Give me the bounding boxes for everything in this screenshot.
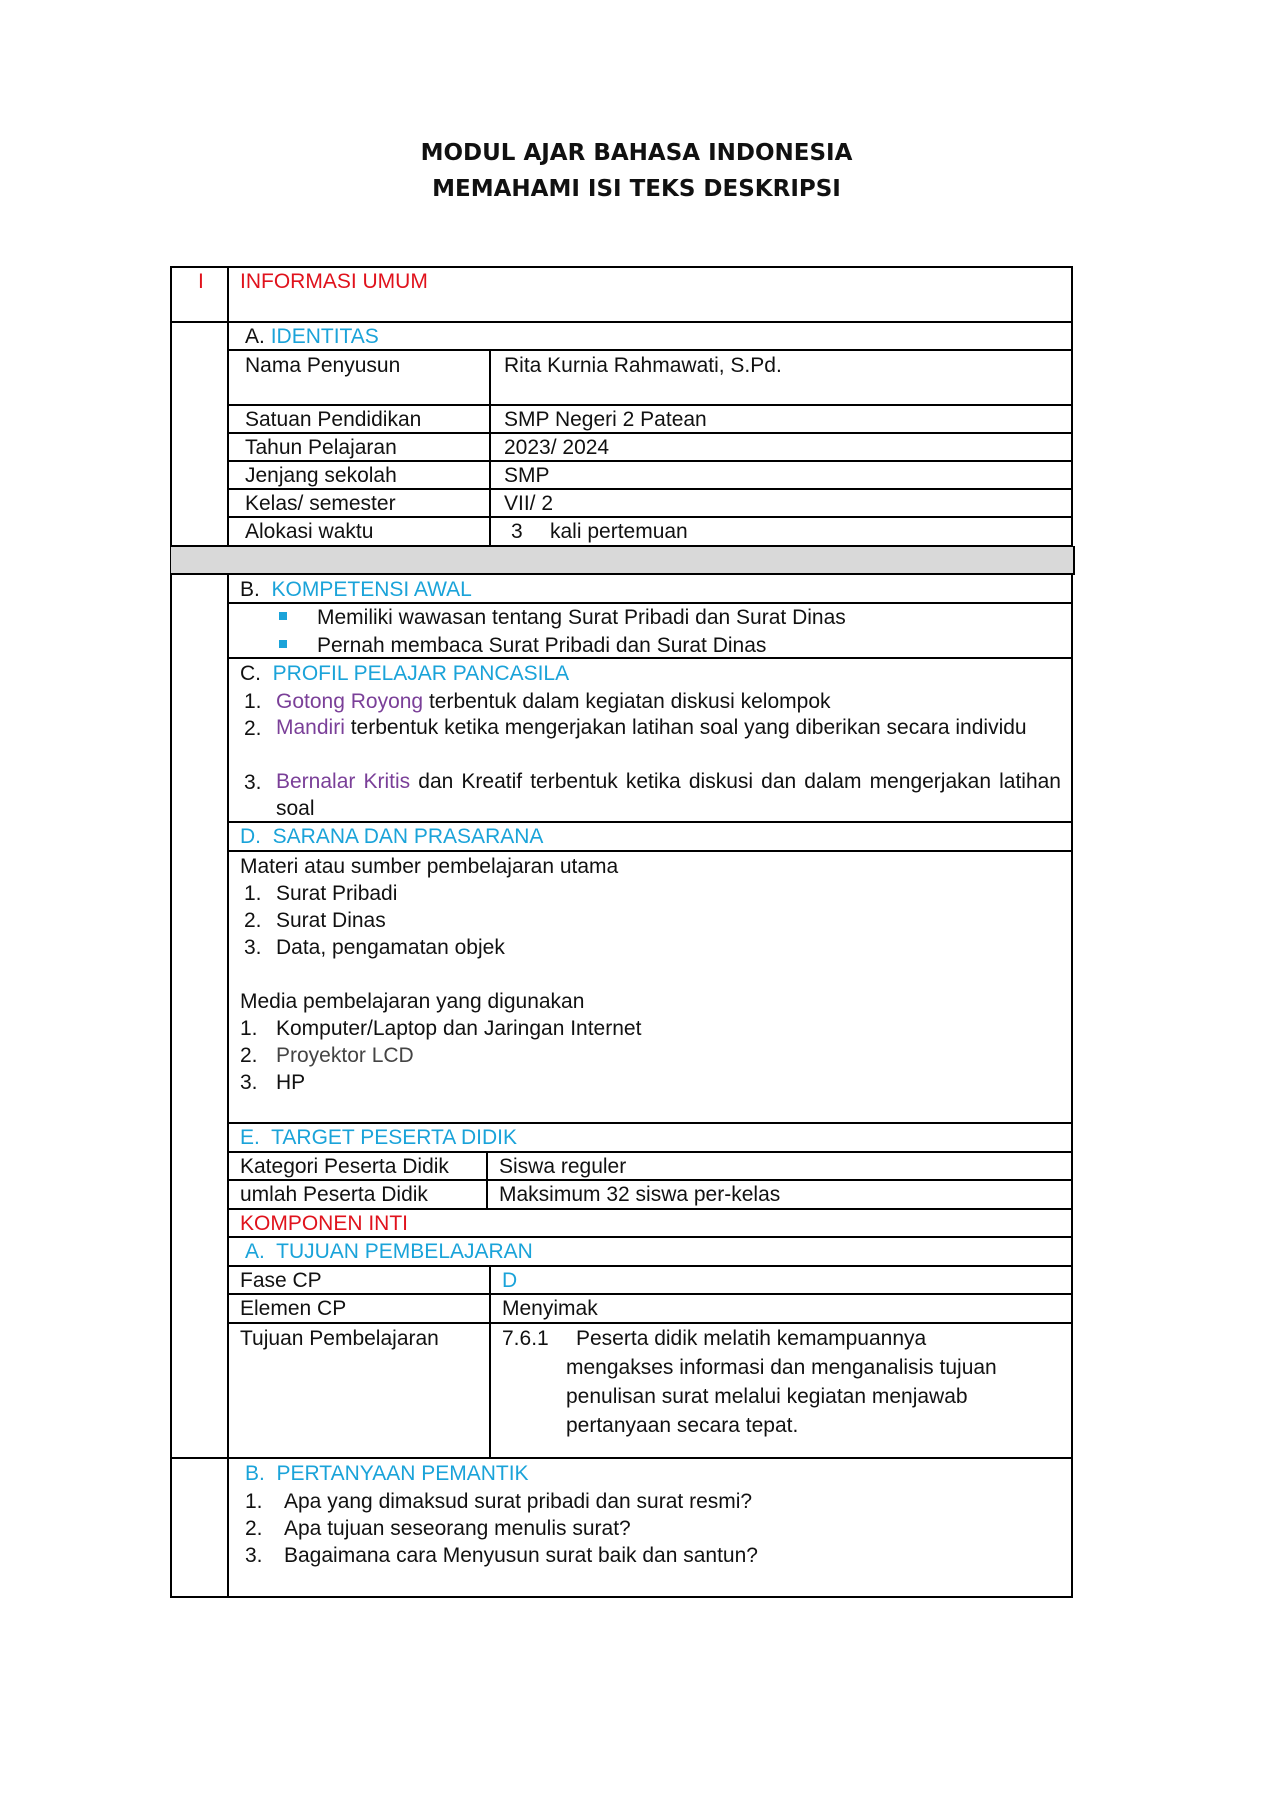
value-jumlah-peserta: Maksimum 32 siswa per-kelas [499,1183,781,1206]
pemantik-item: Bagaimana cara Menyusun surat baik dan santun? [284,1544,758,1567]
bullet-icon [279,612,287,620]
label-alokasi-waktu: Alokasi waktu [245,520,374,543]
target-heading: E. TARGET PESERTA DIDIK [240,1126,517,1149]
value-nama-penyusun: Rita Kurnia Rahmawati, S.Pd. [504,354,782,377]
media-number: 3. [240,1071,258,1094]
materi-title: Materi atau sumber pembelajaran utama [240,855,619,878]
kompetensi-item: Pernah membaca Surat Pribadi dan Surat Dinas [317,634,767,657]
value-tahun-pelajaran: 2023/ 2024 [504,436,610,459]
value-jenjang-sekolah: SMP [504,464,550,487]
label-jenjang-sekolah: Jenjang sekolah [245,464,397,487]
document-subtitle: MEMAHAMI ISI TEKS DESKRIPSI [432,176,841,202]
pemantik-number: 1. [245,1490,263,1513]
profil-item-number: 1. [244,690,262,713]
label-kelas-semester: Kelas/ semester [245,492,396,515]
value-kategori-peserta: Siswa reguler [499,1155,627,1178]
section-heading-informasi-umum: INFORMASI UMUM [240,270,428,293]
label-tahun-pelajaran: Tahun Pelajaran [245,436,397,459]
materi-number: 1. [244,882,262,905]
kompetensi-heading: B. KOMPETENSI AWAL [240,578,472,601]
profil-item-number: 3. [244,771,262,794]
materi-number: 2. [244,909,262,932]
label-elemen-cp: Elemen CP [240,1297,347,1320]
value-satuan-pendidikan: SMP Negeri 2 Patean [504,408,707,431]
tp-text-line: pertanyaan secara tepat. [566,1414,799,1437]
profil-item: Mandiri terbentuk ketika mengerjakan latihan soal yang diberikan secara individu [276,716,1027,739]
pemantik-item: Apa yang dimaksud surat pribadi dan surat resmi? [284,1490,753,1513]
label-nama-penyusun: Nama Penyusun [245,354,401,377]
value-elemen-cp: Menyimak [502,1297,598,1320]
pemantik-number: 2. [245,1517,263,1540]
media-number: 2. [240,1044,258,1067]
profil-item: Bernalar Kritis dan Kreatif terbentuk ketika diskusi dan dalam mengerjakan latihan soal [276,770,1061,820]
komponen-inti-heading: KOMPONEN INTI [240,1212,409,1235]
tujuan-heading: A. TUJUAN PEMBELAJARAN [245,1240,533,1263]
value-kelas-semester: VII/ 2 [504,492,554,515]
media-item: Proyektor LCD [276,1044,414,1067]
materi-item: Data, pengamatan objek [276,936,505,959]
label-satuan-pendidikan: Satuan Pendidikan [245,408,422,431]
pemantik-heading: B. PERTANYAAN PEMANTIK [245,1462,529,1485]
section-number: I [198,270,204,293]
media-item: Komputer/Laptop dan Jaringan Internet [276,1017,642,1040]
materi-number: 3. [244,936,262,959]
media-number: 1. [240,1017,258,1040]
media-item: HP [276,1071,306,1094]
label-jumlah-peserta: umlah Peserta Didik [240,1183,428,1206]
pemantik-number: 3. [245,1544,263,1567]
document-title: MODUL AJAR BAHASA INDONESIA [420,140,853,166]
bullet-icon [279,640,287,648]
label-tujuan-pembelajaran: Tujuan Pembelajaran [240,1327,439,1350]
media-title: Media pembelajaran yang digunakan [240,990,585,1013]
pemantik-item: Apa tujuan seseorang menulis surat? [284,1517,631,1540]
tp-text-line: Peserta didik melatih kemampuannya [576,1327,927,1350]
profil-heading: C. PROFIL PELAJAR PANCASILA [240,662,570,685]
tp-text-line: mengakses informasi dan menganalisis tujuan [566,1356,997,1379]
value-alokasi-waktu-num: 3 [511,520,523,543]
sarana-heading: D. SARANA DAN PRASARANA [240,825,544,848]
profil-item-number: 2. [244,717,262,740]
tp-code: 7.6.1 [502,1327,549,1350]
materi-item: Surat Pribadi [276,882,398,905]
label-kategori-peserta: Kategori Peserta Didik [240,1155,449,1178]
tp-text-line: penulisan surat melalui kegiatan menjawab [566,1385,968,1408]
value-fase-cp: D [502,1269,518,1292]
identitas-heading: A. IDENTITAS [245,325,379,348]
kompetensi-item: Memiliki wawasan tentang Surat Pribadi dan Surat Dinas [317,606,846,629]
value-alokasi-waktu-text: kali pertemuan [550,520,688,543]
materi-item: Surat Dinas [276,909,386,932]
profil-item: Gotong Royong terbentuk dalam kegiatan diskusi kelompok [276,690,831,713]
label-fase-cp: Fase CP [240,1269,322,1292]
